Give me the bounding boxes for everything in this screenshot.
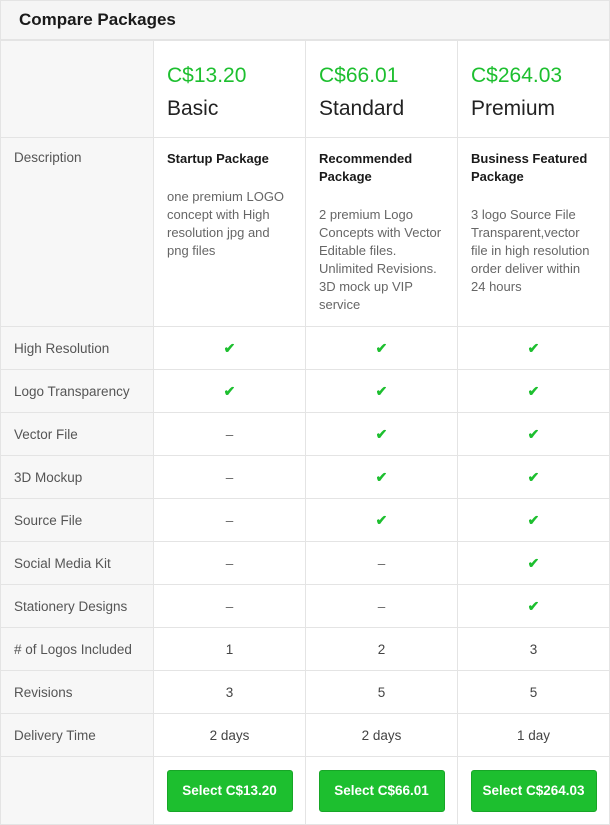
description-text: 3 logo Source File Transparent,vector file in high resolution order deliver within 24 hours [471,207,590,294]
description-text: 2 premium Logo Concepts with Vector Editable files. Unlimited Revisions. 3D mock up VIP service [319,207,442,312]
description-premium [458,138,610,327]
page-title: Compare Packages [19,10,176,29]
button-cell [458,757,610,825]
feature-value: 1 [154,628,306,671]
description-row [1,138,610,327]
button-cell [306,757,458,825]
select-basic-button[interactable]: Select C$13.20 [167,770,293,812]
panel-header [0,0,610,40]
check-icon: ✔ [458,413,610,456]
check-icon: ✔ [306,327,458,370]
check-icon: ✔ [306,413,458,456]
check-icon: ✔ [154,327,306,370]
row-label: Revisions [1,671,154,714]
check-icon: ✔ [458,456,610,499]
check-icon: ✔ [154,370,306,413]
dash-icon: – [154,456,306,499]
dash-icon: – [154,499,306,542]
row-label: Vector File [1,413,154,456]
feature-value: 2 days [154,714,306,757]
package-name: Basic [167,97,219,120]
select-standard-button[interactable]: Select C$66.01 [319,770,445,812]
check-icon: ✔ [306,499,458,542]
feature-value: 5 [458,671,610,714]
description-standard [306,138,458,327]
feature-row [1,542,610,585]
feature-value: 1 day [458,714,610,757]
description-title: Business Featured Package [471,151,588,184]
row-label: Delivery Time [1,714,154,757]
feature-value: 2 [306,628,458,671]
feature-row [1,413,610,456]
feature-value: 5 [306,671,458,714]
dash-icon: – [306,585,458,628]
select-button-row [1,757,610,825]
package-price: C$66.01 [319,64,399,87]
row-label: Logo Transparency [1,370,154,413]
package-price: C$264.03 [471,64,563,87]
check-icon: ✔ [458,327,610,370]
feature-row [1,327,610,370]
description-title: Startup Package [167,151,269,166]
check-icon: ✔ [306,370,458,413]
dash-icon: – [154,413,306,456]
row-label: High Resolution [1,327,154,370]
check-icon: ✔ [458,499,610,542]
feature-value: 2 days [306,714,458,757]
description-text: one premium LOGO concept with High resolution jpg and png files [167,189,285,258]
package-name: Premium [471,97,556,120]
row-label: Description [1,138,154,327]
description-title: Recommended Package [319,151,413,184]
package-name: Standard [319,97,405,120]
row-label: # of Logos Included [1,628,154,671]
check-icon: ✔ [306,456,458,499]
feature-row [1,456,610,499]
select-premium-button[interactable]: Select C$264.03 [471,770,597,812]
dash-icon: – [306,542,458,585]
corner-cell [1,41,154,138]
row-label: Social Media Kit [1,542,154,585]
package-price: C$13.20 [167,64,247,87]
feature-row [1,714,610,757]
package-header-premium [458,41,610,138]
feature-row [1,499,610,542]
package-header-basic [154,41,306,138]
check-icon: ✔ [458,370,610,413]
check-icon: ✔ [458,542,610,585]
package-header-standard [306,41,458,138]
feature-row [1,370,610,413]
feature-row [1,628,610,671]
feature-value: 3 [154,671,306,714]
row-label: Source File [1,499,154,542]
row-label: Stationery Designs [1,585,154,628]
dash-icon: – [154,585,306,628]
feature-row [1,585,610,628]
empty-cell [1,757,154,825]
comparison-table [0,40,610,825]
button-cell [154,757,306,825]
package-header-row [1,41,610,138]
dash-icon: – [154,542,306,585]
description-basic [154,138,306,327]
feature-row [1,671,610,714]
feature-value: 3 [458,628,610,671]
row-label: 3D Mockup [1,456,154,499]
check-icon: ✔ [458,585,610,628]
